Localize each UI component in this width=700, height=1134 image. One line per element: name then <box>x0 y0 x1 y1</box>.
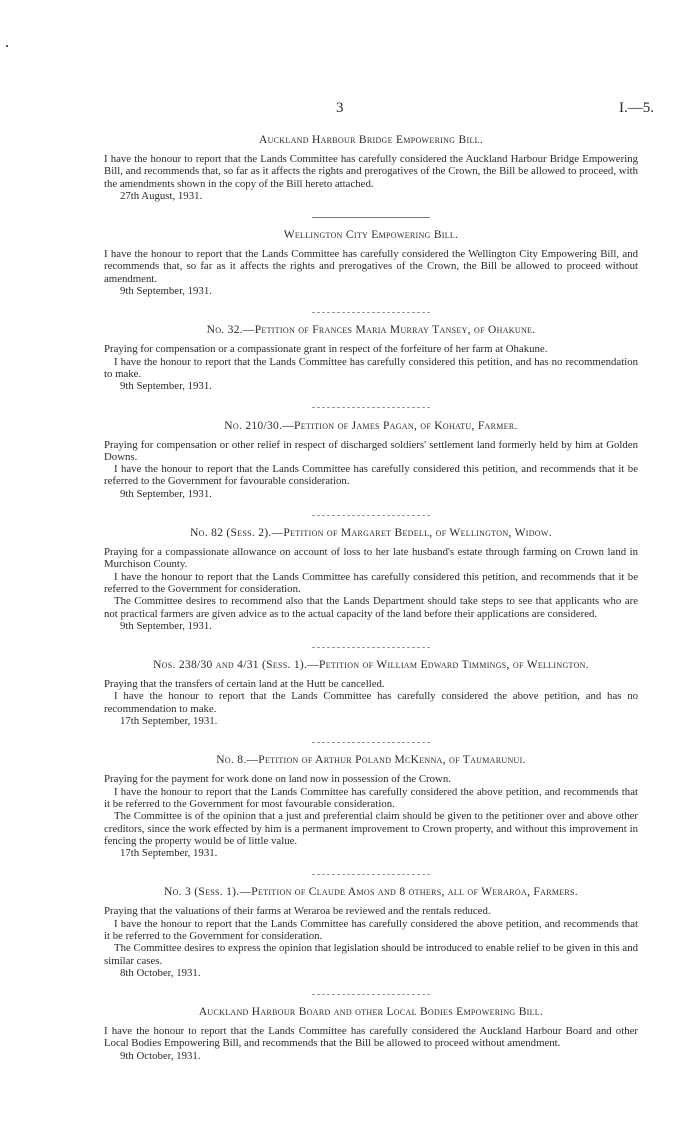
report-section <box>104 885 638 979</box>
section-paragraph: I have the honour to report that the Lands Committee has carefully considered the Wellington City Empowering Bill, and recommends that, so far as it affects the rights and prerogatives of the Crown, the Bill be allowed to proceed without amendment. <box>104 248 638 285</box>
section-paragraph: I have the honour to report that the Lands Committee has carefully considered the above petition, and has no recommendation to make. <box>104 690 638 715</box>
section-paragraph: The Committee desires to recommend also that the Lands Department should take steps to see that applicants who are not practical farmers are given advice as to the actual capacity of the land before their applications are considered. <box>104 595 638 620</box>
report-section <box>104 228 638 297</box>
section-divider <box>104 399 638 411</box>
section-date: 9th September, 1931. <box>120 380 212 393</box>
section-date: 27th August, 1931. <box>120 189 203 202</box>
section-date: 9th September, 1931. <box>120 285 212 298</box>
section-paragraph: I have the honour to report that the Lands Committee has carefully considered the above petition, and recommends that it be referred to the Government for consideration. <box>104 917 638 942</box>
paper-reference: I.—5. <box>619 100 654 116</box>
section-paragraph: The Committee desires to express the opinion that legislation should be introduced to enable relief to be given in this and similar cases. <box>104 942 638 967</box>
section-title: No. 32.—Petition of Frances Maria Murray Tansey, of Ohakune. <box>206 324 536 337</box>
section-divider <box>104 733 638 745</box>
section-divider <box>104 506 638 518</box>
section-paragraph: I have the honour to report that the Lands Committee has carefully considered the Auckland Harbour Bridge Empowering Bill, and recommends that, so far as it affects the rights and prerogatives of the Crown, the Bill be allowed to proceed, with the amendments shown in the copy of the Bill hereto attached. <box>104 153 638 190</box>
section-paragraph: Praying that the valuations of their farms at Weraroa be reviewed and the rentals reduced. <box>104 905 491 918</box>
section-divider <box>104 985 638 997</box>
section-title: Auckland Harbour Bridge Empowering Bill. <box>258 134 483 146</box>
section-divider <box>104 208 638 220</box>
section-title: Wellington City Empowering Bill. <box>283 229 459 242</box>
section-date: 9th September, 1931. <box>120 619 212 632</box>
section-date: 17th September, 1931. <box>120 715 218 728</box>
report-section <box>104 323 638 392</box>
report-section <box>104 133 638 202</box>
report-section <box>104 1005 638 1062</box>
page-number: 3 <box>336 100 344 116</box>
section-paragraph: I have the honour to report that the Lands Committee has carefully considered the Auckland Harbour Board and other Local Bodies Empowering Bill, and recommends that the Bill be allowed to proceed without amendment. <box>104 1025 638 1050</box>
section-divider <box>104 865 638 877</box>
section-title: No. 8.—Petition of Arthur Poland McKenna, of Taumarunui. <box>216 754 526 767</box>
section-divider <box>104 303 638 315</box>
section-title: No. 3 (Sess. 1).—Petition of Claude Amos and 8 others, all of Weraroa, Farmers. <box>163 886 578 899</box>
margin-speck <box>6 45 8 47</box>
section-paragraph: Praying for the payment for work done on land now in possession of the Crown. <box>104 773 451 786</box>
report-section <box>104 526 638 632</box>
section-date: 9th October, 1931. <box>120 1049 201 1062</box>
section-paragraph: I have the honour to report that the Lands Committee has carefully considered this petition, and recommends that it be referred to the Government for favourable consideration. <box>104 463 638 488</box>
report-body <box>104 133 638 1062</box>
section-title: No. 210/30.—Petition of James Pagan, of Kohatu, Farmer. <box>224 419 518 432</box>
section-date: 17th September, 1931. <box>120 847 218 860</box>
section-title: No. 82 (Sess. 2).—Petition of Margaret Bedell, of Wellington, Widow. <box>190 527 552 540</box>
section-paragraph: Praying for a compassionate allowance on account of loss to her late husband's estate through farming on Crown land in Murchison County. <box>104 546 638 571</box>
section-date: 9th September, 1931. <box>120 487 212 500</box>
report-section <box>104 419 638 500</box>
section-title: Nos. 238/30 and 4/31 (Sess. 1).—Petition of William Edward Timmings, of Wellington. <box>153 659 589 672</box>
section-paragraph: Praying that the transfers of certain land at the Hutt be cancelled. <box>104 678 385 691</box>
section-paragraph: I have the honour to report that the Lands Committee has carefully considered the above petition, and recommends that it be referred to the Government for most favourable consideration. <box>104 785 638 810</box>
section-divider <box>104 638 638 650</box>
section-paragraph: Praying for compensation or a compassionate grant in respect of the forfeiture of her farm at Ohakune. <box>104 343 548 356</box>
section-paragraph: The Committee is of the opinion that a just and preferential claim should be given to the petitioner over and above other creditors, since the work effected by him is a permanent improvement to Crown property, and without this improvement in fencing the property would be of little value. <box>104 810 638 847</box>
section-title: Auckland Harbour Board and other Local Bodies Empowering Bill. <box>198 1006 544 1019</box>
section-paragraph: I have the honour to report that the Lands Committee has carefully considered this petition, and recommends that it be referred to the Government for consideration. <box>104 570 638 595</box>
section-paragraph: Praying for compensation or other relief in respect of discharged soldiers' settlement land formerly held by him at Golden Downs. <box>104 438 638 463</box>
section-date: 8th October, 1931. <box>120 966 201 979</box>
report-section <box>104 658 638 727</box>
report-section <box>104 753 638 859</box>
page-header <box>0 100 700 120</box>
section-paragraph: I have the honour to report that the Lands Committee has carefully considered this petition, and has no recommendation to make. <box>104 355 638 380</box>
